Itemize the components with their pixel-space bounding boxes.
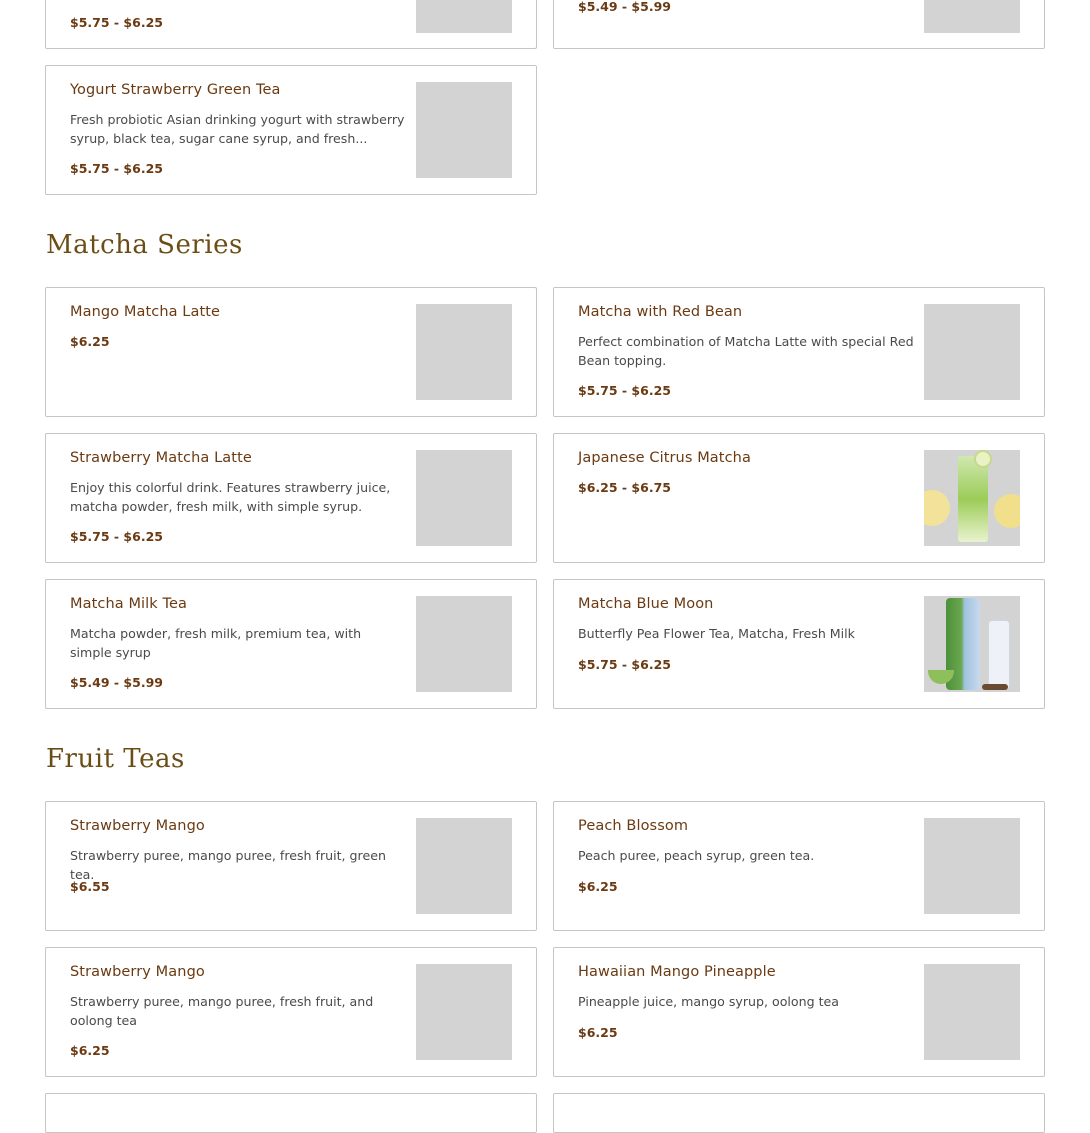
item-thumbnail bbox=[416, 304, 512, 400]
item-thumbnail bbox=[924, 964, 1020, 1060]
menu-item-card[interactable] bbox=[45, 433, 537, 563]
item-price: $5.75 - $6.25 bbox=[578, 383, 671, 398]
item-thumbnail bbox=[416, 964, 512, 1060]
item-name: Strawberry Mango bbox=[70, 964, 205, 980]
item-name: Matcha Blue Moon bbox=[578, 596, 714, 612]
item-price: $6.55 bbox=[70, 879, 110, 894]
item-description: Perfect combination of Matcha Latte with special Red Bean topping. bbox=[578, 334, 914, 368]
menu-item-card[interactable] bbox=[553, 433, 1045, 563]
item-description: Butterfly Pea Flower Tea, Matcha, Fresh Milk bbox=[578, 626, 855, 641]
item-description: Strawberry puree, mango puree, fresh fruit, green tea. bbox=[70, 848, 386, 882]
menu-item-card[interactable] bbox=[553, 0, 1045, 49]
item-name: Matcha Milk Tea bbox=[70, 596, 188, 612]
item-price: $6.25 bbox=[578, 879, 618, 894]
section-title-matcha: Matcha Series bbox=[46, 230, 243, 260]
item-name: Peach Blossom bbox=[578, 818, 689, 834]
menu-item-card[interactable] bbox=[45, 287, 537, 417]
blue-moon-photo bbox=[924, 596, 1020, 692]
item-price: $6.25 - $6.75 bbox=[578, 480, 671, 495]
item-name: Mango Matcha Latte bbox=[70, 304, 221, 320]
item-price: $5.49 - $5.99 bbox=[578, 0, 671, 14]
item-price: $5.75 - $6.25 bbox=[70, 529, 163, 544]
item-description: Enjoy this colorful drink. Features strawberry juice, matcha powder, fresh milk, with simple syrup. bbox=[70, 480, 391, 514]
menu-item-card[interactable] bbox=[553, 947, 1045, 1077]
item-description: Fresh probiotic Asian drinking yogurt with strawberry syrup, black tea, sugar cane syrup, and fresh... bbox=[70, 112, 405, 146]
top-cards-grid bbox=[45, 0, 1045, 49]
item-thumbnail bbox=[924, 0, 1020, 33]
item-thumbnail bbox=[416, 596, 512, 692]
item-name: Yogurt Strawberry Green Tea bbox=[70, 82, 281, 98]
item-description: Matcha powder, fresh milk, premium tea, with simple syrup bbox=[70, 626, 362, 660]
item-name: Japanese Citrus Matcha bbox=[578, 450, 751, 466]
item-price: $5.49 - $5.99 bbox=[70, 675, 163, 690]
menu-item-card[interactable] bbox=[45, 579, 537, 709]
menu-item-card[interactable] bbox=[553, 801, 1045, 931]
item-price: $6.25 bbox=[578, 1025, 618, 1040]
citrus-matcha-photo bbox=[924, 450, 1020, 546]
item-name: Strawberry Mango bbox=[70, 818, 205, 834]
item-thumbnail bbox=[416, 818, 512, 914]
item-price: $5.75 - $6.25 bbox=[578, 657, 671, 672]
yogurt-grid bbox=[45, 65, 1045, 195]
item-thumbnail bbox=[924, 818, 1020, 914]
menu-item-card[interactable] bbox=[45, 801, 537, 931]
item-name: Matcha with Red Bean bbox=[578, 304, 743, 320]
matcha-grid bbox=[45, 287, 1045, 709]
item-description: Strawberry puree, mango puree, fresh fruit, and oolong tea bbox=[70, 994, 374, 1028]
menu-item-card[interactable] bbox=[45, 0, 537, 49]
menu-item-card[interactable] bbox=[45, 65, 537, 195]
item-description: Pineapple juice, mango syrup, oolong tea bbox=[578, 994, 840, 1009]
item-name: Strawberry Matcha Latte bbox=[70, 450, 252, 466]
item-price: $6.25 bbox=[70, 334, 110, 349]
menu-item-card[interactable] bbox=[553, 579, 1045, 709]
item-thumbnail bbox=[924, 304, 1020, 400]
item-thumbnail bbox=[416, 0, 512, 33]
item-price: $5.75 - $6.25 bbox=[70, 15, 163, 30]
item-price: $5.75 - $6.25 bbox=[70, 161, 163, 176]
menu-item-card[interactable] bbox=[553, 1093, 1045, 1133]
menu-item-card[interactable] bbox=[45, 1093, 537, 1133]
menu-item-card[interactable] bbox=[45, 947, 537, 1077]
section-title-fruit-teas: Fruit Teas bbox=[46, 744, 185, 774]
item-thumbnail bbox=[416, 450, 512, 546]
item-name: Hawaiian Mango Pineapple bbox=[578, 964, 776, 980]
item-price: $6.25 bbox=[70, 1043, 110, 1058]
item-thumbnail bbox=[416, 82, 512, 178]
menu-item-card[interactable] bbox=[553, 287, 1045, 417]
item-description: Peach puree, peach syrup, green tea. bbox=[578, 848, 815, 863]
fruit-grid bbox=[45, 801, 1045, 1133]
